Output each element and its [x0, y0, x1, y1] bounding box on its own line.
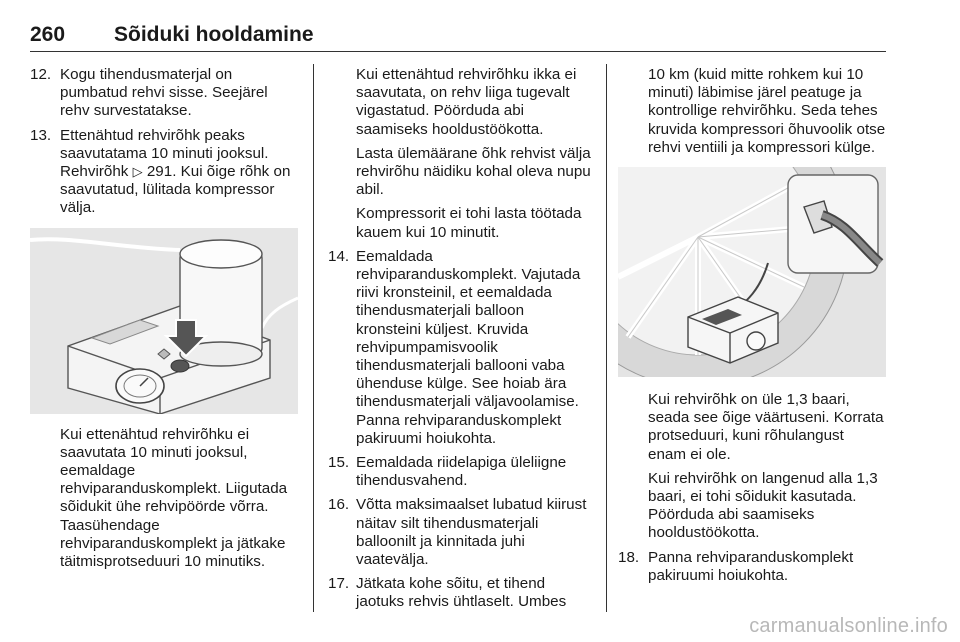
- paragraph: Kui rehvirõhk on üle 1,3 baari, seada see õige väärtuseni. Korrata protseduuri, kuni rõhulangust enam ei ole.: [648, 391, 884, 463]
- step-16: [328, 496, 592, 569]
- step-number: 16.: [328, 496, 350, 514]
- step-text: Eemaldada riidelapiga üleliigne tihendusvahend.: [356, 454, 567, 490]
- step-15: [328, 454, 592, 490]
- step-text-part: Ettenähtud rehvirõhk peaks saavutatama 10 minuti jooksul. Rehvirõhk: [60, 126, 269, 181]
- step-number: 17.: [328, 575, 350, 593]
- step-12: [30, 66, 298, 121]
- page-number: 260: [30, 23, 66, 46]
- step-text: [60, 127, 298, 218]
- figure-caption: Kui ettenähtud rehvirõhku ei saavutata 10 minuti jooksul, eemaldage rehviparanduskomplekt. Liigutada sõidukit ühe rehvipöörde võrra. Taasühendage rehviparanduskomplekt ja jätkake täitmisprotseduuri 10 minutiks.: [60, 425, 288, 571]
- tire-inflation-illustration: [618, 167, 886, 377]
- paragraph: Kui rehvirõhk on langenud alla 1,3 baari, ei tohi sõidukit kasutada. Pöörduda abi saamiseks hooldustöökotta.: [648, 469, 878, 542]
- step-text: Panna rehviparanduskomplekt pakiruumi hoiukohta.: [648, 548, 854, 584]
- paragraph: Kompressorit ei tohi lasta töötada kauem kui 10 minutit.: [356, 205, 582, 241]
- step-text: Eemaldada rehviparanduskomplekt. Vajutada riivi kronsteinil, et eemaldada tihendusmaterjali balloon kronsteini küljest. Kruvida rehvipumpamisvoolik tihendusmaterjali ballooni vaba ühenduse külge. See hoiab ära tihendusmaterjali väljavoolamise. Panna rehviparanduskomplekt pakiruumi hoiukohta.: [356, 247, 581, 447]
- step-17: [328, 575, 592, 611]
- step-number: 14.: [328, 247, 350, 265]
- step-text: Võtta maksimaalset lubatud kiirust näitav silt tihendusmaterjali balloonilt ja kinnitada juhi vaatevälja.: [356, 496, 587, 569]
- paragraph: Lasta ülemäärane õhk rehvist välja rehvirõhu näidiku kohal oleva nupu abil.: [356, 144, 591, 199]
- page-header: [30, 22, 886, 52]
- column-middle: [328, 66, 592, 618]
- step-number: 12.: [30, 66, 52, 83]
- column-right: [618, 66, 886, 591]
- compressor-illustration: [30, 228, 298, 414]
- page-reference-link[interactable]: 291: [146, 163, 173, 181]
- step-text: Jätkata kohe sõitu, et tihend jaotuks rehvis ühtlaselt. Umbes: [356, 575, 567, 611]
- step-13: [30, 127, 298, 218]
- column-left: [30, 66, 298, 577]
- step-14: [328, 248, 592, 448]
- paragraph: Kui ettenähtud rehvirõhku ikka ei saavutata, on rehv liiga tugevalt vigastatud. Pöörduda abi saamiseks hooldustöökotta.: [356, 66, 577, 138]
- step-18: [618, 549, 886, 585]
- step-number: 15.: [328, 454, 350, 472]
- column-divider: [606, 64, 607, 612]
- chapter-title: Sõiduki hooldamine: [114, 23, 314, 46]
- step-number: 13.: [30, 126, 52, 144]
- watermark: carmanualsonline.info: [749, 615, 948, 637]
- column-divider: [313, 64, 314, 612]
- paragraph: 10 km (kuid mitte rohkem kui 10 minuti) läbimise järel peatuge ja kontrollige rehvirõhku. Seda tehes kruvida kompressori õhuvoolik otse rehvi ventiili ja kompressori külge.: [648, 66, 886, 156]
- step-number: 18.: [618, 548, 640, 566]
- step-text: Kogu tihendusmaterjal on pumbatud rehvi sisse. Seejärel rehv survestatakse.: [60, 66, 268, 120]
- step-text-part: . Kui õige rõhk on saavutatud, lülitada kompressor välja.: [60, 163, 291, 217]
- page-reference-arrow-icon: ▷: [132, 164, 143, 180]
